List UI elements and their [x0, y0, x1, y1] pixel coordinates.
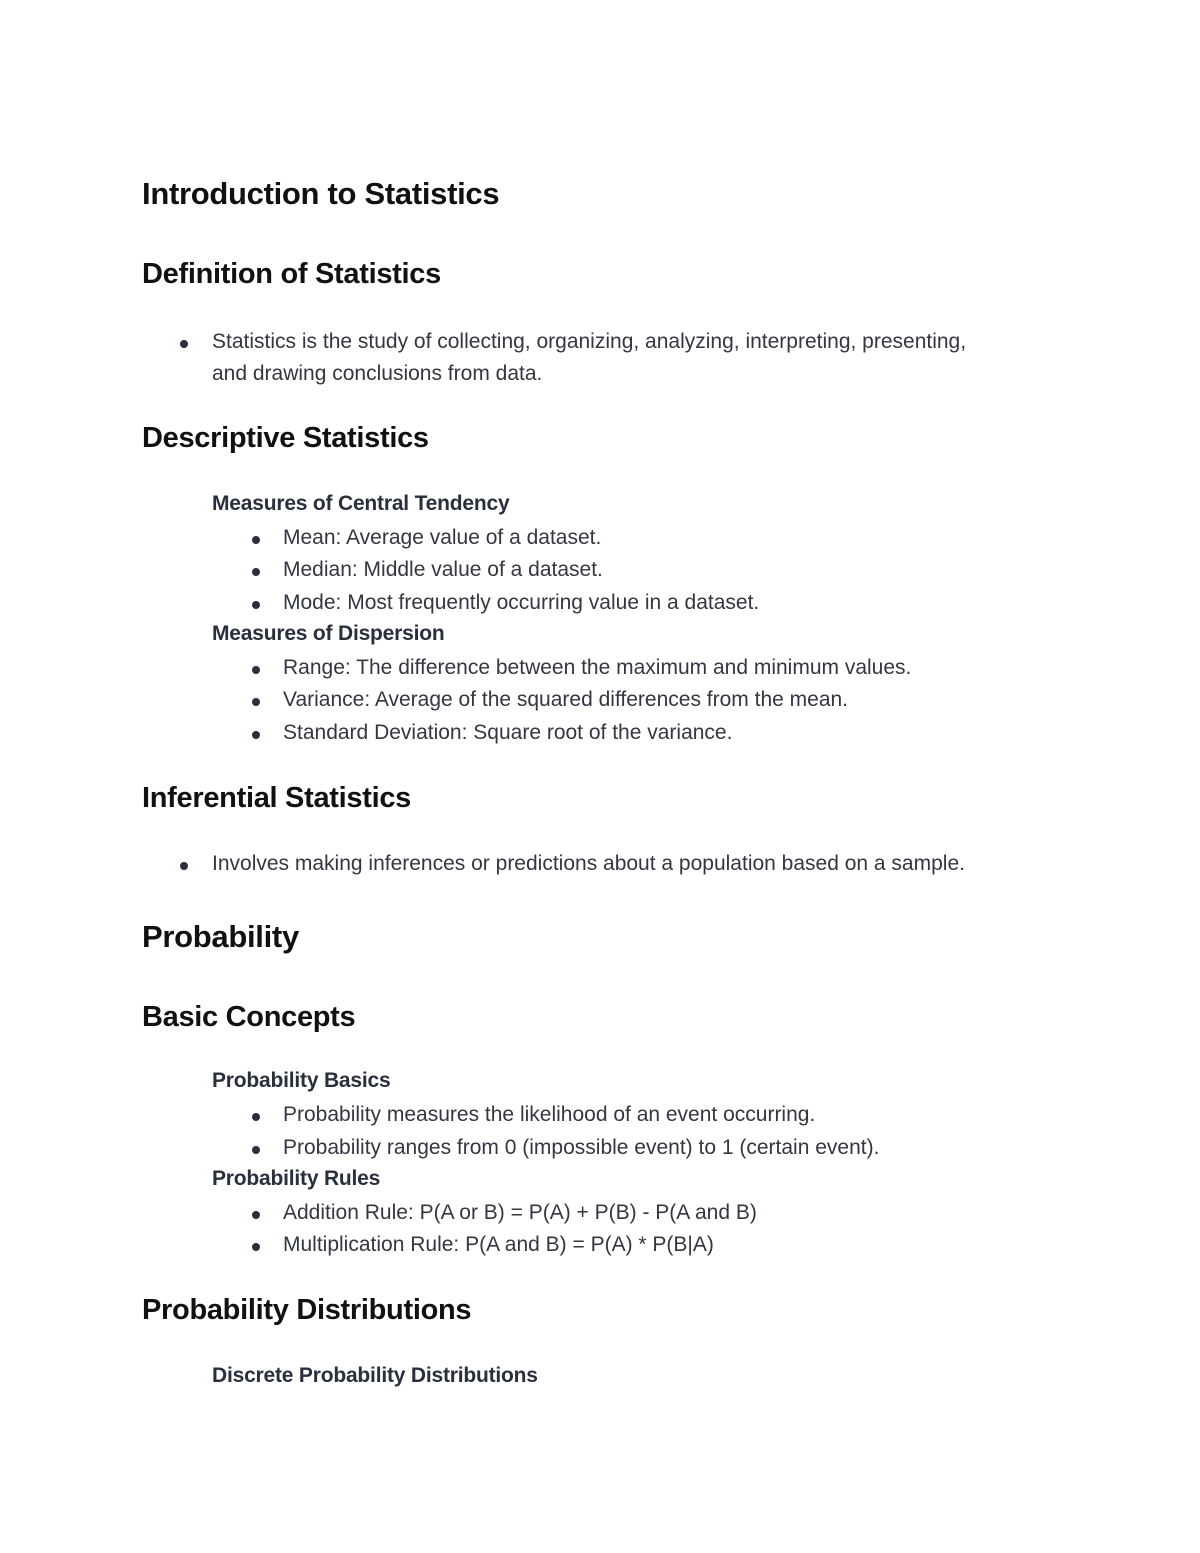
bullet-icon: [252, 666, 260, 674]
bullet-icon: [252, 698, 260, 706]
list-item: Median: Middle value of a dataset.: [283, 558, 603, 581]
bullet-icon: [252, 1243, 260, 1251]
section-heading-distributions: Probability Distributions: [142, 1294, 472, 1326]
list-item: Standard Deviation: Square root of the variance.: [283, 721, 733, 744]
section-heading-basic-concepts: Basic Concepts: [142, 1001, 356, 1033]
bullet-icon: [252, 568, 260, 576]
section-heading-descriptive: Descriptive Statistics: [142, 422, 429, 454]
list-item: Probability measures the likelihood of an event occurring.: [283, 1103, 816, 1126]
subheading-discrete-distributions: Discrete Probability Distributions: [212, 1364, 538, 1387]
inferential-text: Involves making inferences or predictions about a population based on a sample.: [212, 852, 965, 875]
list-item: Probability ranges from 0 (impossible event) to 1 (certain event).: [283, 1136, 880, 1159]
bullet-icon: [252, 731, 260, 739]
list-item: Multiplication Rule: P(A and B) = P(A) * P(B|A): [283, 1233, 714, 1256]
section-heading-definition: Definition of Statistics: [142, 258, 441, 290]
bullet-icon: [252, 536, 260, 544]
bullet-icon: [252, 1113, 260, 1121]
bullet-icon: [180, 862, 188, 870]
bullet-icon: [252, 1211, 260, 1219]
section-heading-inferential: Inferential Statistics: [142, 782, 411, 814]
list-item: Range: The difference between the maximum and minimum values.: [283, 656, 912, 679]
page-title: Introduction to Statistics: [142, 176, 500, 211]
subheading-probability-basics: Probability Basics: [212, 1069, 391, 1092]
page-title-probability: Probability: [142, 919, 299, 954]
definition-text-line2: and drawing conclusions from data.: [212, 362, 543, 385]
bullet-icon: [252, 601, 260, 609]
subheading-central-tendency: Measures of Central Tendency: [212, 492, 510, 515]
bullet-icon: [180, 340, 188, 348]
subheading-dispersion: Measures of Dispersion: [212, 622, 445, 645]
list-item: Mean: Average value of a dataset.: [283, 526, 602, 549]
list-item: Mode: Most frequently occurring value in a dataset.: [283, 591, 760, 614]
bullet-icon: [252, 1146, 260, 1154]
subheading-probability-rules: Probability Rules: [212, 1167, 381, 1190]
list-item: Addition Rule: P(A or B) = P(A) + P(B) - P(A and B): [283, 1201, 757, 1224]
list-item: Variance: Average of the squared differences from the mean.: [283, 688, 849, 711]
definition-text-line1: Statistics is the study of collecting, organizing, analyzing, interpreting, presenting,: [212, 330, 967, 353]
